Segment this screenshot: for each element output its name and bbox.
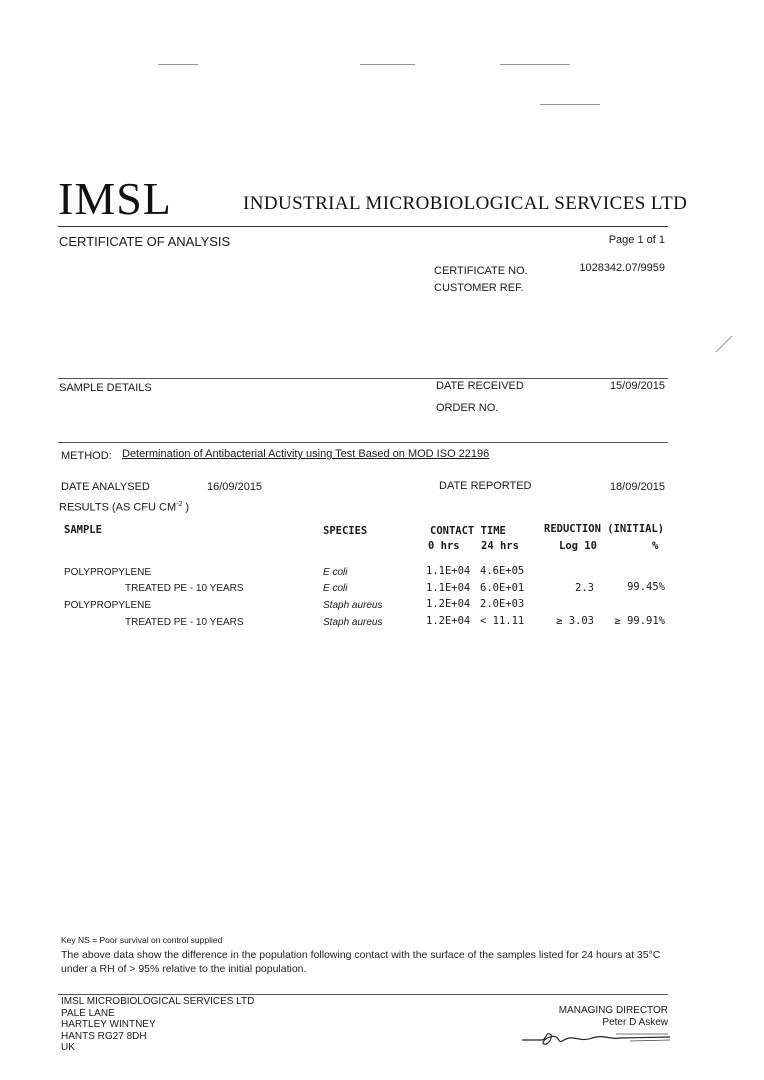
scan-speck: [158, 64, 198, 65]
sample-divider: [58, 378, 668, 379]
results-title-end: ): [182, 501, 190, 514]
table-row-0hrs: 1.2E+04: [426, 615, 471, 627]
address-line: IMSL MICROBIOLOGICAL SERVICES LTD: [61, 996, 255, 1007]
date-reported-label: DATE REPORTED: [439, 480, 532, 492]
pen-mark-icon: [714, 334, 734, 354]
table-row-sample: TREATED PE - 10 YEARS: [125, 617, 244, 628]
sample-details-label: SAMPLE DETAILS: [59, 382, 152, 394]
table-row-percent: 99.45%: [627, 581, 665, 593]
table-row-species: E coli: [323, 583, 348, 594]
header-log10: Log 10: [559, 540, 597, 552]
date-received-label: DATE RECEIVED: [436, 380, 524, 392]
date-reported-value: 18/09/2015: [609, 481, 665, 493]
signature-icon: [520, 1028, 672, 1050]
address-line: UK: [61, 1042, 75, 1054]
table-row-0hrs: 1.1E+04: [426, 565, 471, 577]
method-value: Determination of Antibacterial Activity using Test Based on MOD ISO 22196: [122, 448, 490, 460]
results-explanation: The above data show the difference in the population following contact with the surface of the samples listed for 24 hours at 35°C under a RH of > 95% relative to the initial population.: [61, 949, 661, 975]
table-row-species: E coli: [323, 567, 348, 578]
header-24hrs: 24 hrs: [481, 540, 519, 552]
key-note: Key NS = Poor survival on control supplied: [61, 935, 223, 945]
company-name: INDUSTRIAL MICROBIOLOGICAL SERVICES LTD: [243, 193, 688, 214]
table-row-sample: TREATED PE - 10 YEARS: [125, 583, 244, 594]
scan-speck: [540, 104, 600, 105]
results-title: [59, 501, 189, 514]
table-row-0hrs: 1.1E+04: [426, 582, 471, 594]
results-title-text: RESULTS (AS CFU CM: [59, 501, 177, 514]
table-row-24hrs: < 11.11: [480, 615, 525, 627]
table-row-percent: ≥ 99.91%: [614, 615, 665, 627]
date-received-value: 15/09/2015: [609, 380, 665, 392]
table-row-24hrs: 4.6E+05: [480, 565, 525, 577]
header-0hrs: 0 hrs: [428, 540, 460, 552]
order-no-label: ORDER NO.: [436, 402, 499, 414]
table-row-species: Staph aureus: [323, 617, 383, 628]
scan-speck: [500, 64, 570, 65]
footer-divider: [58, 994, 668, 995]
signatory-name: Peter D Askew: [602, 1017, 668, 1028]
address-block: [61, 996, 254, 1054]
certificate-title: CERTIFICATE OF ANALYSIS: [59, 234, 231, 249]
page-indicator: Page 1 of 1: [608, 234, 665, 246]
imsl-logo: IMSL: [58, 173, 172, 224]
header-contact-time: CONTACT TIME: [430, 525, 506, 537]
table-row-sample: POLYPROPYLENE: [64, 567, 152, 578]
scan-speck: [360, 64, 415, 65]
customer-ref-label: CUSTOMER REF.: [434, 282, 524, 294]
date-analysed-value: 16/09/2015: [207, 481, 263, 493]
certificate-no-label: CERTIFICATE NO.: [434, 265, 528, 277]
method-label: METHOD:: [61, 450, 112, 462]
header-percent: %: [652, 540, 659, 552]
results-title-sup: -2: [176, 501, 183, 508]
header-divider: [58, 226, 668, 227]
table-row-log10: ≥ 3.03: [556, 615, 594, 627]
header-sample: SAMPLE: [64, 524, 102, 536]
header-species: SPECIES: [323, 525, 368, 537]
table-row-0hrs: 1.2E+04: [426, 598, 471, 610]
table-row-species: Staph aureus: [323, 600, 383, 611]
table-row-24hrs: 6.0E+01: [480, 582, 525, 594]
address-line: HARTLEY WINTNEY: [61, 1019, 156, 1031]
method-divider: [58, 442, 668, 443]
table-row-24hrs: 2.0E+03: [480, 598, 525, 610]
address-line: PALE LANE: [61, 1007, 115, 1019]
certificate-no-value: 1028342.07/9959: [579, 262, 665, 274]
header-reduction: REDUCTION (INITIAL): [544, 523, 665, 535]
table-row-sample: POLYPROPYLENE: [64, 600, 152, 611]
signatory-role: MANAGING DIRECTOR: [558, 1005, 668, 1016]
address-line: HANTS RG27 8DH: [61, 1030, 147, 1042]
table-row-log10: 2.3: [575, 582, 594, 594]
date-analysed-label: DATE ANALYSED: [61, 481, 150, 493]
